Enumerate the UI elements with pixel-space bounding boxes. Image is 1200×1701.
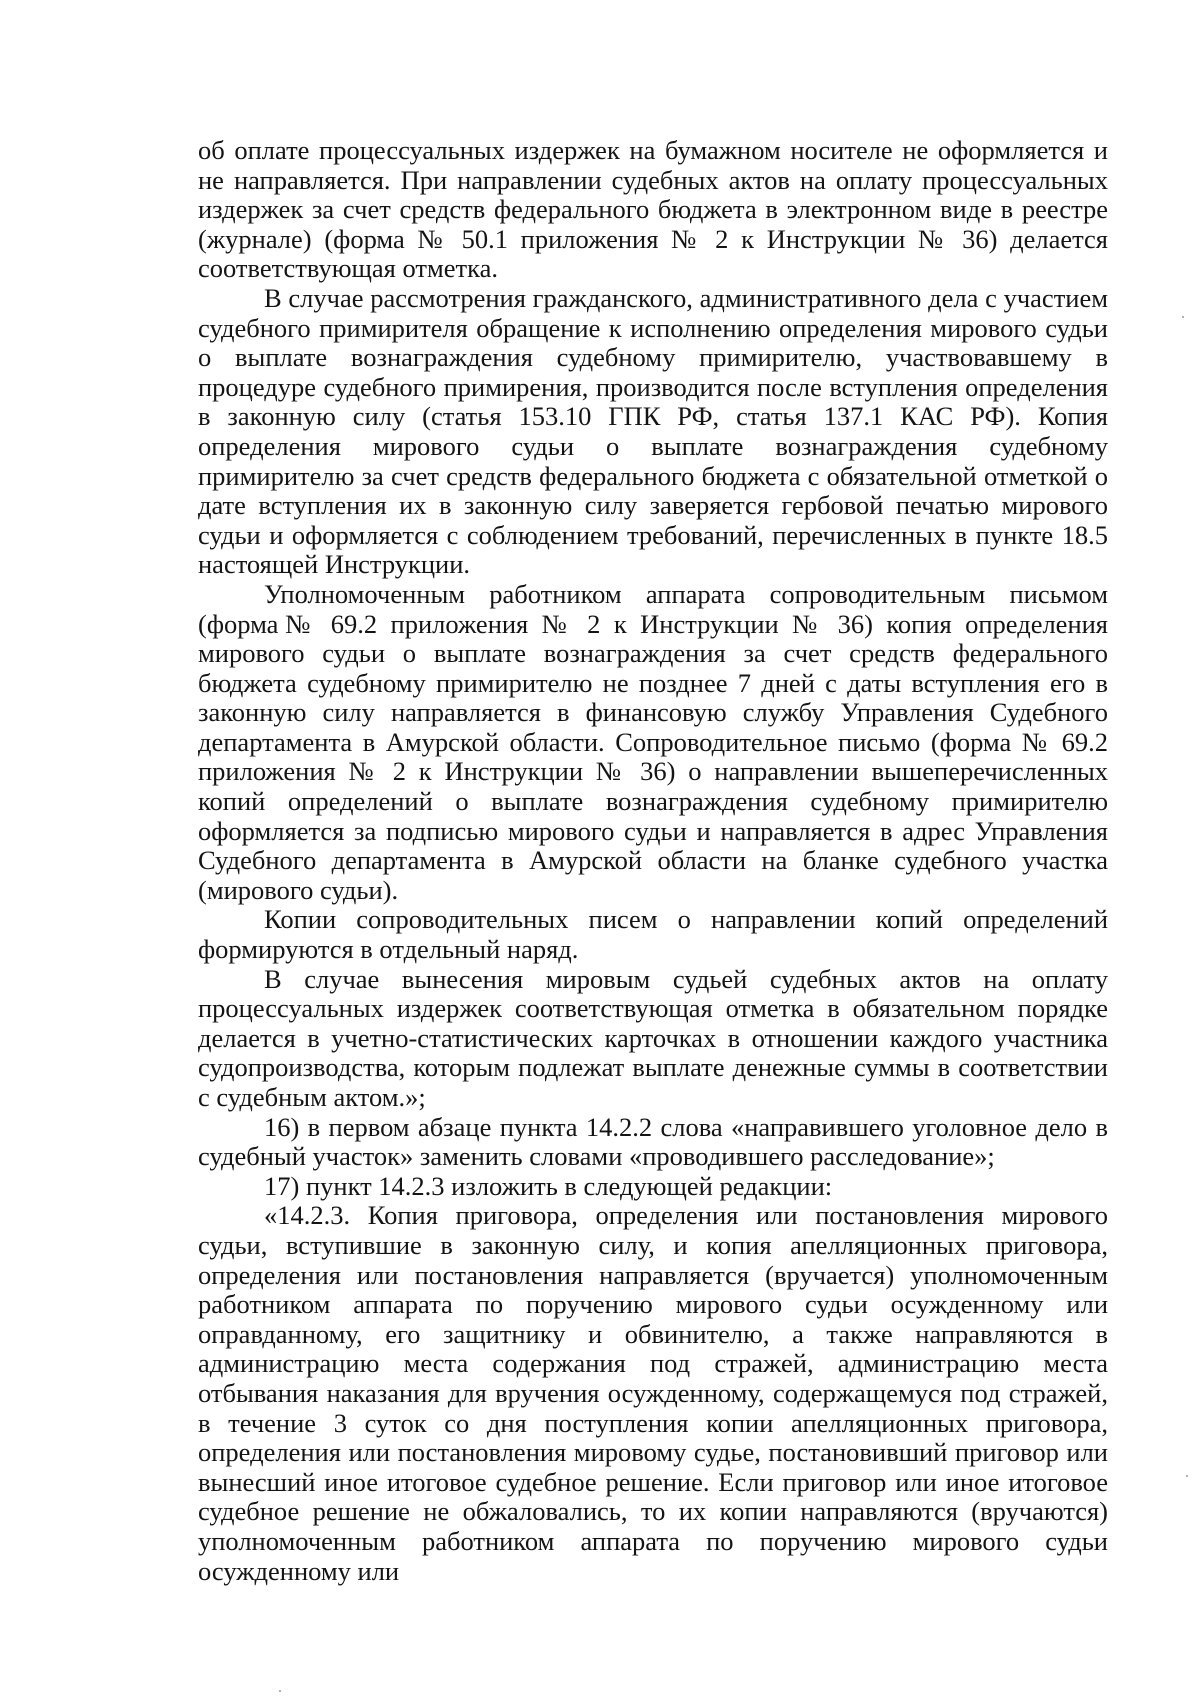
scan-speck	[1186, 1475, 1188, 1477]
paragraph-4: Копии сопроводительных писем о направлении копий определений формируются в отдельный наряд.	[198, 904, 1108, 965]
scan-speck	[279, 1690, 281, 1692]
paragraph-7: 17) пункт 14.2.3 изложить в следующей редакции:	[264, 1170, 833, 1201]
paragraph-8: «14.2.3. Копия приговора, определения или постановления мирового судьи, вступившие в законную силу, и копия апелляционных приговора, определения или постановления направляется (вручается) уполномоченным работником аппарата по поручению мирового судьи осужденному или оправданному, его защитнику и обвинителю, а также направляются в администрацию места содержания под стражей, администрацию места отбывания наказания для вручения осужденному, содержащемуся под стражей, в течение 3 суток со дня поступления копии апелляционных приговора, определения или постановления мировому судье, постановивший приговор или вынесший иное итоговое судебное решение. Если приговор или иное итоговое судебное решение не обжаловались, то их копии направляются (вручаются) уполномоченным работником аппарата по поручению мирового судьи осужденному или	[198, 1200, 1108, 1586]
paragraph-2: В случае рассмотрения гражданского, административного дела с участием судебного примирителя обращение к исполнению определения мирового судьи о выплате вознаграждения судебному примирителю, участвовавшему в процедуре судебного примирения, производится после вступления определения в законную силу (статья 153.10 ГПК РФ, статья 137.1 КАС РФ). Копия определения мирового судьи о выплате вознаграждения судебному примирителю за счет средств федерального бюджета с обязательной отметкой о дате вступления их в законную силу заверяется гербовой печатью мирового судьи и оформляется с соблюдением требований, перечисленных в пункте 18.5 настоящей Инструкции.	[198, 282, 1108, 580]
paragraph-6: 16) в первом абзаце пункта 14.2.2 слова «направившего уголовное дело в судебный участок» заменить словами «проводившего расследование»;	[198, 1111, 1108, 1172]
paragraph-1: об оплате процессуальных издержек на бумажном носителе не оформляется и не направляется. При направлении судебных актов на оплату процессуальных издержек за счет средств федерального бюджета в электронном виде в реестре (журнале) (форма № 50.1 приложения № 2 к Инструкции № 36) делается соответствующая отметка.	[198, 135, 1108, 284]
paragraph-3: Уполномоченным работником аппарата сопроводительным письмом (форма№ 69.2 приложения № 2 к Инструкции № 36) копия определения мирового судьи о выплате вознаграждения за счет средств федерального бюджета судебному примирителю не позднее 7 дней с даты вступления его в законную силу направляется в финансовую службу Управления Судебного департамента в Амурской области. Сопроводительное письмо (форма № 69.2 приложения № 2 к Инструкции № 36) о направлении вышеперечисленных копий определений о выплате вознаграждения судебному примирителю оформляется за подписью мирового судьи и направляется в адрес Управления Судебного департамента в Амурской области на бланке судебного участка (мирового судьи).	[198, 578, 1108, 905]
paragraph-5: В случае вынесения мировым судьей судебных актов на оплату процессуальных издержек соответствующая отметка в обязательном порядке делается в учетно-статистических карточках в отношении каждого участника судопроизводства, которым подлежат выплате денежные суммы в соответствии с судебным актом.»;	[198, 963, 1108, 1112]
document-page	[198, 136, 1108, 1586]
scan-speck	[1182, 316, 1184, 318]
